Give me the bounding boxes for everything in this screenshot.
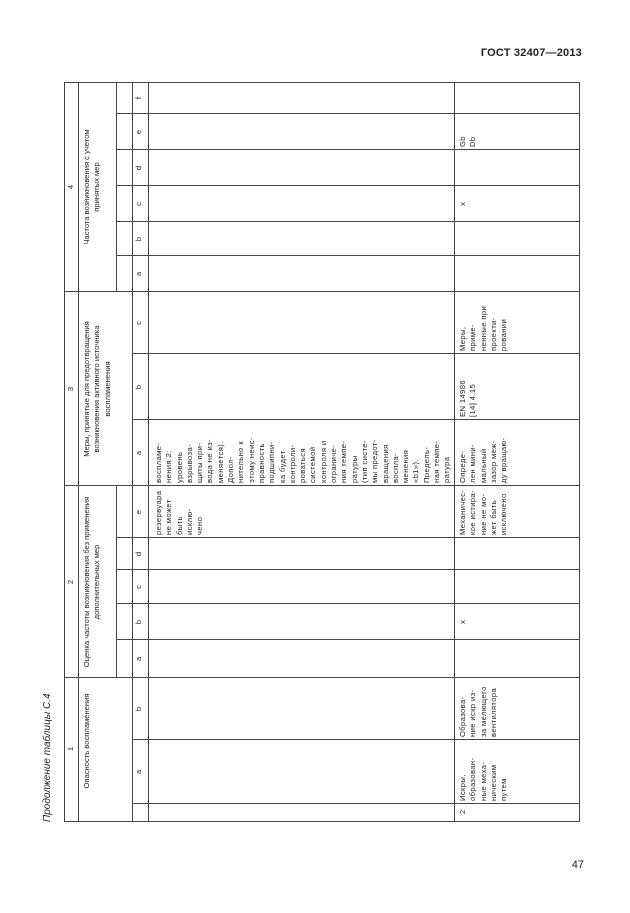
- rule-g4-de: [116, 149, 580, 150]
- subcol-g3-b: b: [134, 384, 143, 390]
- row2-g2-b-mark: x: [458, 620, 467, 624]
- subcol-g2-a: a: [134, 656, 143, 662]
- rule-g4-cd: [116, 185, 580, 186]
- rule-g4-ab: [116, 255, 580, 256]
- col-number-4: 4: [66, 184, 75, 190]
- subcol-g2-d: d: [134, 551, 143, 557]
- row2-g1-b-text: Образова- ние искр из- за мелющего вентилятора: [458, 686, 498, 737]
- subcol-g4-b: b: [134, 236, 143, 242]
- subcol-g2-e: e: [134, 509, 143, 515]
- rule-num-col: [132, 803, 580, 804]
- rule-g2-bc: [116, 603, 580, 604]
- row2-g4-c-mark: x: [458, 202, 467, 206]
- rule-right: [64, 82, 580, 83]
- rule-left: [64, 821, 580, 822]
- rule-g124-header-bottom: [116, 486, 117, 678]
- rule-g1-ab: [132, 739, 580, 740]
- table-caption: Продолжение таблицы С.4: [42, 693, 53, 822]
- subcol-g4-d: d: [134, 165, 143, 171]
- row2-g3-a-text: Опреде- лен мини- мальный зазор меж- ду вращаю-: [458, 437, 509, 483]
- subcol-g3-c: c: [134, 321, 143, 325]
- rule-g3-bc: [132, 353, 580, 354]
- subcol-g2-c: c: [134, 585, 143, 589]
- rule-bottom: [579, 82, 580, 822]
- standard-header: ГОСТ 32407—2013: [480, 47, 582, 59]
- row2-g3-b-text: EN 14986 [14] 4.15: [458, 380, 478, 417]
- col-number-2: 2: [66, 579, 75, 585]
- rule-g1-g2: [64, 677, 580, 678]
- rule-g2-cd: [116, 569, 580, 570]
- rule-row-separator: [454, 82, 455, 822]
- page-number: 47: [571, 859, 584, 871]
- rule-g3-ab: [132, 419, 580, 420]
- data-table: [64, 82, 580, 822]
- subcol-g1-b: b: [134, 706, 143, 712]
- row2-g3-c-text: Меры, приме- ненные при проекти- ровании: [458, 305, 509, 351]
- rule-top: [64, 82, 65, 822]
- header-preventive-measures: Меры, принятые для предотвращения возникновения активного источника воспламенения: [82, 321, 112, 457]
- col-number-1: 1: [66, 746, 75, 752]
- subcol-g1-a: a: [134, 769, 143, 775]
- row1-g3-a-text: воспламе- нения 2: уровень взрывоза- щиты при- вода не из- меняется). Допол- нительно к этому неис- правность подшипни- ка будет контроли- роваться системой контроля и ограниче- ния темпе- ратуры (тип систе- мы предот- вращения воспла- менения «b1»). Предель- ная темпе- ратура: [154, 437, 452, 483]
- rule-g4-bc: [116, 221, 580, 222]
- subcol-g4-f: f: [134, 96, 143, 100]
- rule-letters-bottom: [148, 82, 149, 822]
- rule-after-numbers: [78, 82, 79, 822]
- row2-g1-a-text: Искры, образован- ные меха- ническим путем: [458, 757, 509, 801]
- row2-g4-e-text: Gb Db: [458, 136, 478, 147]
- col-number-3: 3: [66, 386, 75, 392]
- rule-letters-top: [132, 82, 133, 822]
- header-frequency-with-measures: Частота возникновения с учетом принятых мер: [82, 129, 102, 245]
- rule-g2-ab: [116, 639, 580, 640]
- rule-g3-g4: [64, 291, 580, 292]
- row1-g2-e-text: резервуара не может быть исклю- чено: [154, 490, 205, 535]
- subcol-g4-c: c: [134, 202, 143, 206]
- rule-g4-ef: [116, 113, 580, 114]
- rule-g2-de: [116, 537, 580, 538]
- subcol-g4-e: e: [134, 129, 143, 135]
- rule-g2-g3: [64, 485, 580, 486]
- subcol-g4-a: a: [134, 271, 143, 277]
- subcol-g3-a: a: [134, 450, 143, 456]
- header-ignition-hazard: Опасность воспламенения: [82, 693, 91, 789]
- row2-number: 2: [458, 809, 467, 815]
- row2-g2-e-text: Механичес- кое истира- ние не мо- жет быть исключено: [458, 489, 509, 535]
- subcol-g2-b: b: [134, 619, 143, 625]
- header-frequency-without-measures: Оценка частоты возникновения без применения дополнительных мер: [82, 496, 102, 668]
